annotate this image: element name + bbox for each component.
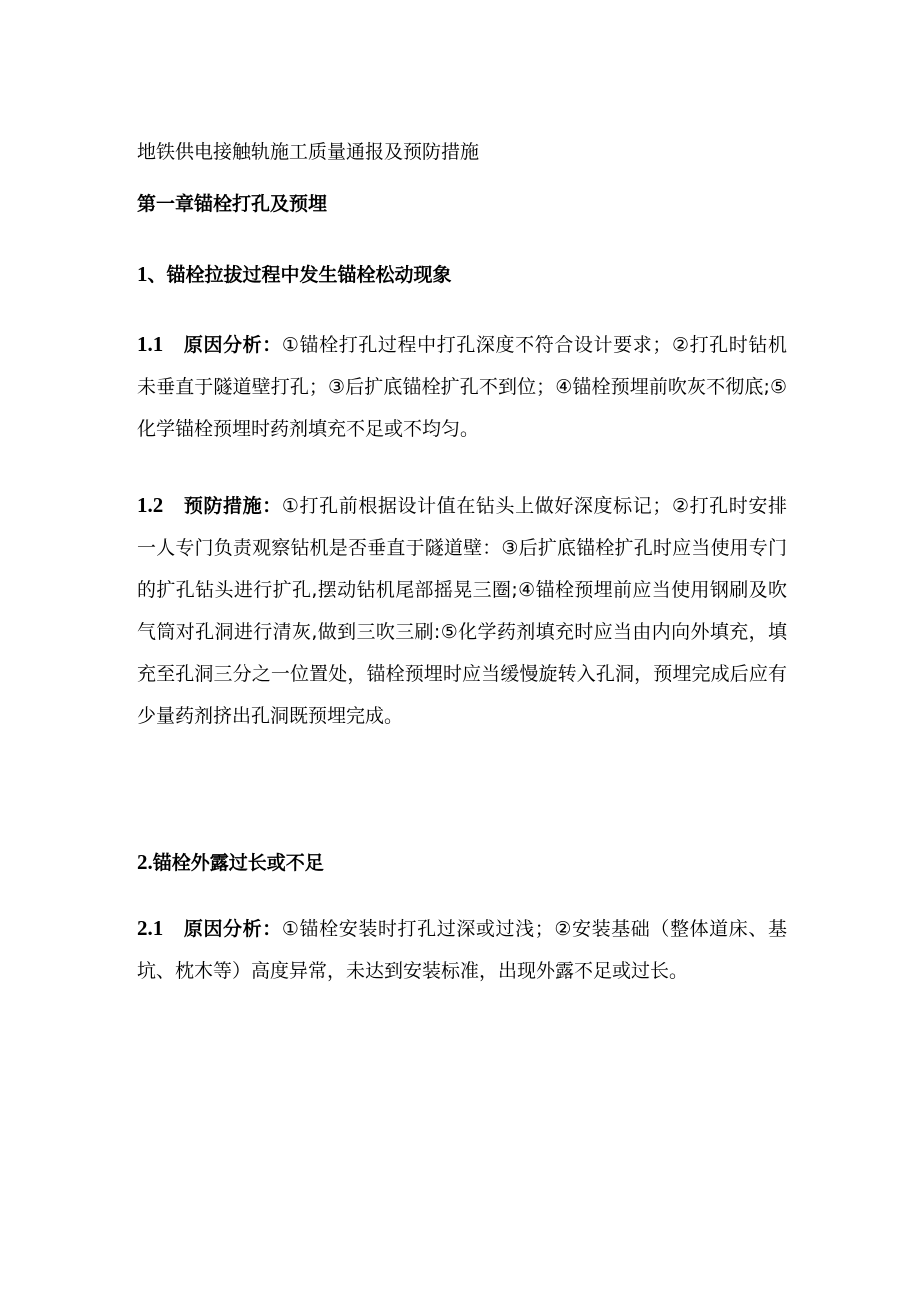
item-label: 原因分析：: [183, 918, 282, 940]
item-text: ①锚栓安装时打孔过深或过浅；②安装基础（整体道床、基坑、枕木等）高度异常，未达到安装标准，出现外露不足或过长。: [137, 918, 787, 982]
item-number: 1.1: [137, 332, 164, 356]
paragraph-1-1: [137, 323, 787, 450]
paragraph-1-2: [137, 484, 787, 737]
paragraph-2-1: [137, 907, 787, 992]
item-label: 原因分析：: [183, 334, 282, 356]
document-title: 地铁供电接触轨施工质量通报及预防措施: [137, 141, 480, 163]
section-heading-1: [137, 260, 452, 289]
section-heading-2: [137, 848, 324, 877]
section-heading-text: 锚栓外露过长或不足: [152, 852, 324, 874]
item-text: ①打孔前根据设计值在钻头上做好深度标记；②打孔时安排一人专门负责观察钻机是否垂直于隧道壁：③后扩底锚栓扩孔时应当使用专门的扩孔钻头进行扩孔,摆动钻机尾部摇晃三圈;④锚栓预埋前应当使用钢刷及吹气筒对孔洞进行清灰,做到三吹三刷:⑤化学药剂填充时应当由内向外填充，填充至孔洞三分之一位置处，锚栓预埋时应当缓慢旋转入孔洞，预埋完成后应有少量药剂挤出孔洞既预埋完成。: [137, 495, 787, 727]
section-number: 1: [137, 262, 148, 286]
chapter-heading: 第一章锚栓打孔及预埋: [137, 193, 328, 215]
item-number: 1.2: [137, 493, 164, 517]
item-number: 2.1: [137, 916, 164, 940]
item-label: 预防措施：: [183, 495, 282, 517]
section-number: 2.: [137, 850, 153, 874]
section-heading-text: 、锚栓拉拔过程中发生锚栓松动现象: [147, 264, 452, 286]
item-text: ①锚栓打孔过程中打孔深度不符合设计要求；②打孔时钻机未垂直于隧道壁打孔；③后扩底锚栓扩孔不到位；④锚栓预埋前吹灰不彻底;⑤化学锚栓预埋时药剂填充不足或不均匀。: [137, 334, 787, 440]
